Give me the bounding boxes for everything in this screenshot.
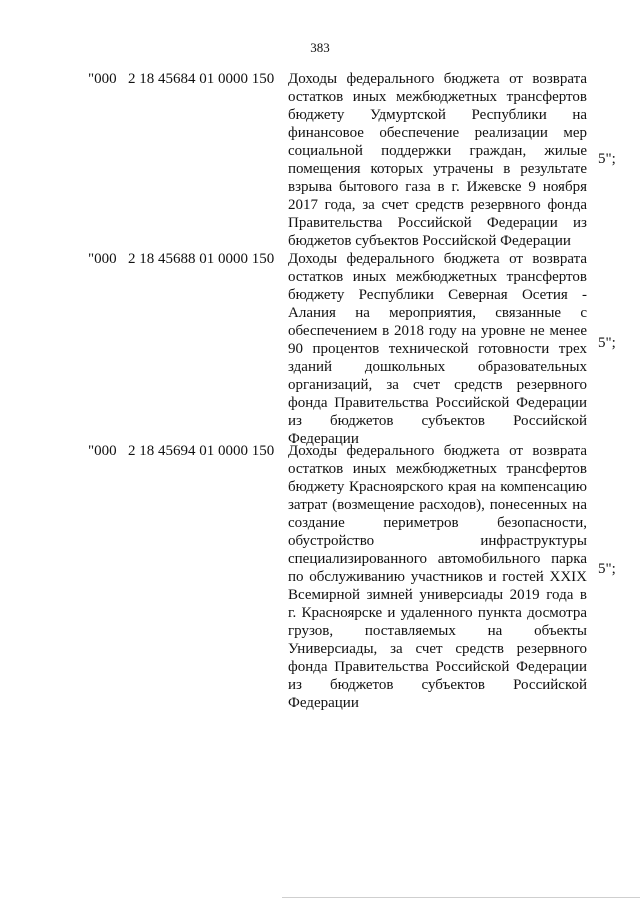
description-line: остатков иных межбюджетных трансфертов	[288, 269, 587, 285]
description-line: специализированного автомобильного парка	[288, 551, 587, 567]
description-line: г. Красноярске и удаленного пункта досмотра	[288, 605, 587, 621]
description-line: по обслуживанию участников и гостей XXIX	[288, 569, 587, 585]
income-description	[288, 70, 587, 250]
page-number: 383	[310, 40, 330, 55]
description-line: зданий дошкольных образовательных	[288, 359, 587, 375]
amount-value: 5";	[598, 335, 616, 351]
description-line: бюджету Красноярского края на компенсацию	[288, 479, 587, 495]
description-line: фонда Правительства Российской Федерации	[288, 395, 587, 411]
description-line: затрат (возмещение расходов), понесенных на	[288, 497, 587, 513]
row-prefix: "000	[88, 251, 117, 267]
income-description	[288, 250, 587, 448]
description-line: бюджету Удмуртской Республики на	[288, 107, 587, 123]
row-prefix: "000	[88, 443, 117, 459]
description-line: 90 процентов технической готовности трех	[288, 341, 587, 357]
description-line: из бюджетов субъектов Российской	[288, 677, 587, 693]
budget-classification-code: 2 18 45684 01 0000 150	[128, 71, 275, 87]
description-line: Доходы федерального бюджета от возврата	[288, 251, 587, 267]
description-line: Универсиады, за счет средств резервного	[288, 641, 587, 657]
description-line: остатков иных межбюджетных трансфертов	[288, 461, 587, 477]
amount-value: 5";	[598, 561, 616, 577]
description-line: остатков иных межбюджетных трансфертов	[288, 89, 587, 105]
income-description	[288, 442, 587, 712]
description-line: взрыва бытового газа в г. Ижевске 9 ноября	[288, 179, 587, 195]
amount-value: 5";	[598, 151, 616, 167]
description-line: бюджету Республики Северная Осетия -	[288, 287, 587, 303]
description-line: Федерации	[288, 431, 359, 447]
description-line: обеспечением в 2018 году на уровне не менее	[288, 323, 587, 339]
budget-classification-code: 2 18 45688 01 0000 150	[128, 251, 275, 267]
description-line: Доходы федерального бюджета от возврата	[288, 71, 587, 87]
description-line: Всемирной зимней универсиады 2019 года в	[288, 587, 587, 603]
description-line: фонда Правительства Российской Федерации	[288, 659, 587, 675]
description-line: 2017 года, за счет средств резервного фонда	[288, 197, 587, 213]
description-line: обустройство инфраструктуры	[288, 533, 587, 549]
description-line: финансовое обеспечение реализации мер	[288, 125, 587, 141]
description-line: организаций, за счет средств резервного	[288, 377, 587, 393]
row-prefix: "000	[88, 71, 117, 87]
description-line: грузов, поставляемых на объекты	[288, 623, 587, 639]
description-line: помещения которых утрачены в результате	[288, 161, 587, 177]
budget-classification-code: 2 18 45694 01 0000 150	[128, 443, 275, 459]
description-line: социальной поддержки граждан, жилые	[288, 143, 587, 159]
description-line: создание периметров безопасности,	[288, 515, 587, 531]
description-line: Доходы федерального бюджета от возврата	[288, 443, 587, 459]
scan-edge-divider	[282, 897, 640, 898]
description-line: Алания на мероприятия, связанные с	[288, 305, 587, 321]
description-line: из бюджетов субъектов Российской	[288, 413, 587, 429]
description-line: Правительства Российской Федерации из	[288, 215, 587, 231]
description-line: Федерации	[288, 695, 359, 711]
description-line: бюджетов субъектов Российской Федерации	[288, 233, 571, 249]
